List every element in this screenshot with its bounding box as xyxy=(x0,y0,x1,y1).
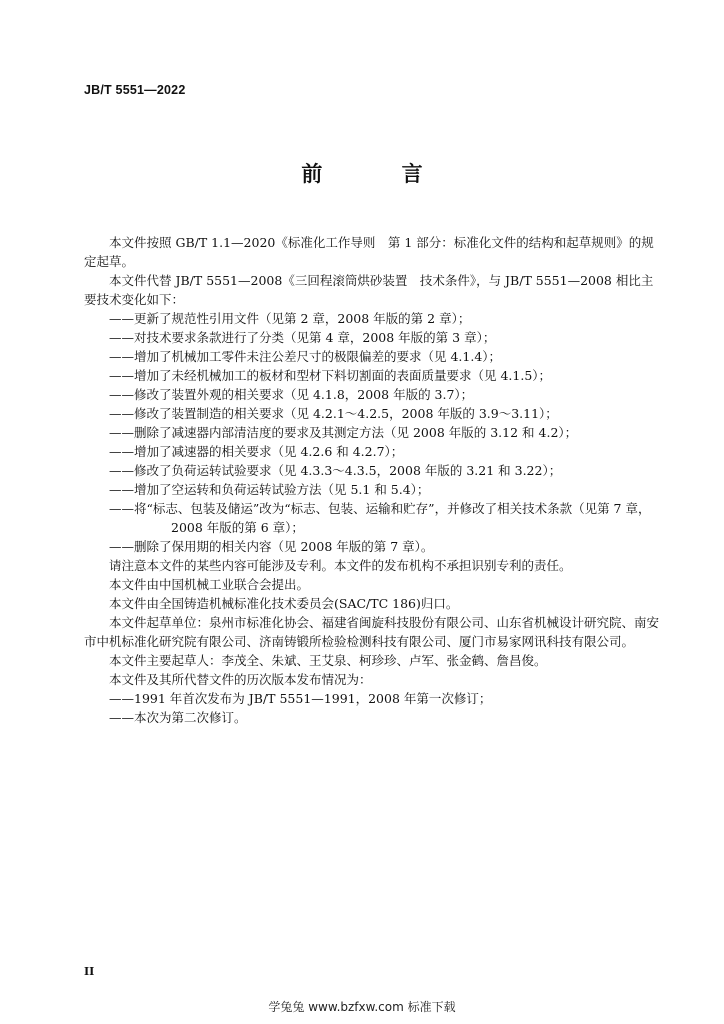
list-item: ——修改了装置制造的相关要求（见 4.2.1～4.2.5，2008 年版的 3.9～3.11）； xyxy=(109,406,558,421)
document-code: JB/T 5551—2022 xyxy=(84,83,186,97)
page-number: II xyxy=(84,965,95,978)
list-item: ——1991 年首次发布为 JB/T 5551—1991，2008 年第一次修订； xyxy=(109,691,492,706)
list-item: ——本次为第二次修订。 xyxy=(109,710,247,725)
page-title: 前 言 xyxy=(301,162,459,186)
list-item: ——对技术要求条款进行了分类（见第 4 章，2008 年版的第 3 章）； xyxy=(109,330,496,345)
list-item: ——删除了保用期的相关内容（见 2008 年版的第 7 章）。 xyxy=(109,539,434,554)
paragraph: 本文件代替 JB/T 5551—2008《三回程滚筒烘砂装置 技术条件》，与 JB/T 5551—2008 相比主要技术变化如下： xyxy=(84,273,654,307)
list-item: ——修改了装置外观的相关要求（见 4.1.8，2008 年版的 3.7）； xyxy=(109,387,474,402)
foreword-body xyxy=(84,233,660,727)
paragraph: 本文件按照 GB/T 1.1—2020《标准化工作导则 第 1 部分：标准化文件的结构和起草规则》的规定起草。 xyxy=(84,235,654,269)
paragraph: 本文件起草单位：泉州市标准化协会、福建省闽旋科技股份有限公司、山东省机械设计研究院、南安市中机标准化研究院有限公司、济南铸锻所检验检测科技有限公司、厦门市易家网讯科技有限公司。 xyxy=(84,615,660,649)
paragraph: 本文件由中国机械工业联合会提出。 xyxy=(109,577,310,592)
list-item: ——将“标志、包装及储运”改为“标志、包装、运输和贮存”，并修改了相关技术条款（见第 7 章，2008 年版的第 6 章）； xyxy=(109,501,651,535)
list-item: ——删除了减速器内部清洁度的要求及其测定方法（见 2008 年版的 3.12 和 4.2）； xyxy=(109,425,578,440)
list-item: ——修改了负荷运转试验要求（见 4.3.3～4.3.5，2008 年版的 3.21 和 3.22）； xyxy=(109,463,562,478)
watermark-footer: 学兔兔 www.bzfxw.com 标准下载 xyxy=(268,1000,456,1014)
paragraph: 本文件及其所代替文件的历次版本发布情况为： xyxy=(109,672,372,687)
paragraph: 本文件由全国铸造机械标准化技术委员会(SAC/TC 186)归口。 xyxy=(109,596,459,611)
list-item: ——增加了机械加工零件未注公差尺寸的极限偏差的要求（见 4.1.4）； xyxy=(109,349,502,364)
list-item: ——增加了未经机械加工的板材和型材下料切割面的表面质量要求（见 4.1.5）； xyxy=(109,368,552,383)
list-item: ——更新了规范性引用文件（见第 2 章，2008 年版的第 2 章）； xyxy=(109,311,471,326)
paragraph: 请注意本文件的某些内容可能涉及专利。本文件的发布机构不承担识别专利的责任。 xyxy=(109,558,572,573)
list-item: ——增加了减速器的相关要求（见 4.2.6 和 4.2.7）； xyxy=(109,444,404,459)
list-item: ——增加了空运转和负荷运转试验方法（见 5.1 和 5.4）； xyxy=(109,482,430,497)
paragraph: 本文件主要起草人：李茂全、朱斌、王艾泉、柯珍珍、卢军、张金鹤、詹昌俊。 xyxy=(109,653,547,668)
